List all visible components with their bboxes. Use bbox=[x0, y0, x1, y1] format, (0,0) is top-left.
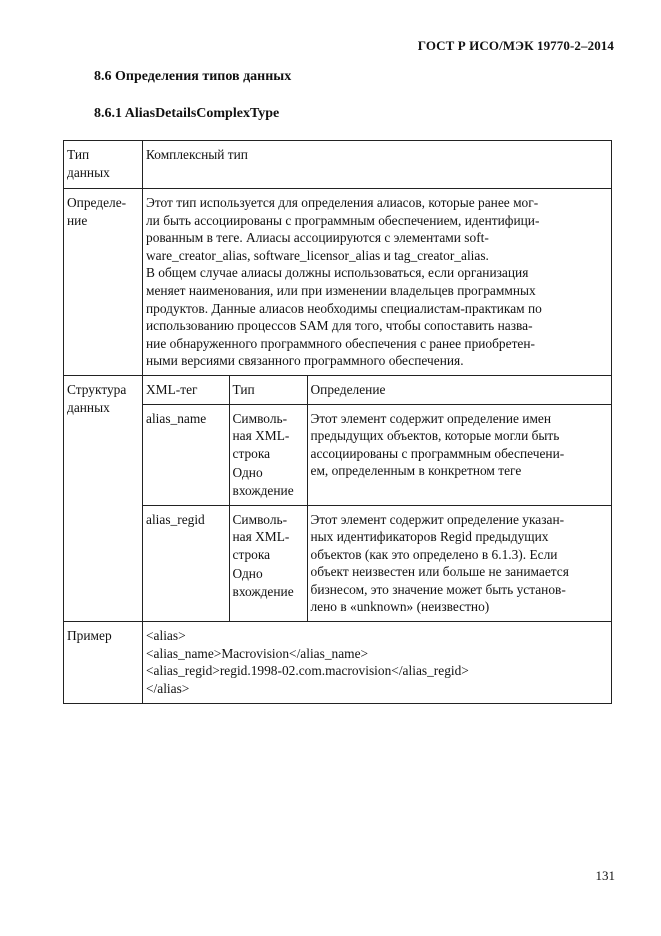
row-definition bbox=[64, 189, 612, 376]
structure-row-alias-regid bbox=[143, 505, 611, 621]
example-line: <alias_name>Macrovision</alias_name> bbox=[146, 645, 369, 661]
structure-header-row bbox=[143, 376, 611, 404]
label-data-type: Тип данных bbox=[64, 141, 143, 189]
type-definition-table bbox=[63, 140, 612, 704]
row-data-type bbox=[64, 141, 612, 189]
tag-name: alias_regid bbox=[143, 505, 229, 621]
example-line: <alias_regid>regid.1998-02.com.macrovision</alias_regid> bbox=[146, 663, 469, 679]
type-cell bbox=[229, 505, 307, 621]
definition-text: Этот тип используется для определения алиасов, которые ранее мог- ли быть ассоциированы с программным обеспечением, идентифици- рованным в теге. Алиасы ассоциируются с элементами soft- ware_creator_alias, software_licensor_alias и tag_creator_alias. В общем случае алиасы должны использоваться, если организация меняет наименования, или при изменении владельцев программных продуктов. Данные алиасов необходимы специалистам-практикам по использованию процессов SAM для того, чтобы сопоставить назва- ние обнаруженного программного обеспечения с ранее приобретен- ными версиями связанного программного обеспечения. bbox=[143, 189, 612, 376]
example-line: <alias> bbox=[146, 628, 186, 644]
structure-table bbox=[143, 376, 611, 621]
column-header-definition: Определение bbox=[307, 376, 611, 404]
example-code bbox=[143, 622, 612, 704]
occurrence-value: Одно вхождение bbox=[232, 566, 294, 599]
label-example: Пример bbox=[64, 622, 143, 704]
label-definition: Определе- ние bbox=[64, 189, 143, 376]
type-value: Символь- ная XML- строка bbox=[232, 410, 290, 461]
column-header-type: Тип bbox=[229, 376, 307, 404]
row-example bbox=[64, 622, 612, 704]
occurrence-value: Одно вхождение bbox=[232, 465, 294, 498]
subsection-heading: 8.6.1 AliasDetailsComplexType bbox=[94, 106, 280, 121]
structure-cell bbox=[143, 375, 612, 621]
row-data-structure bbox=[64, 375, 612, 621]
tag-name: alias_name bbox=[143, 404, 229, 505]
definition-cell: Этот элемент содержит определение указан- ных идентификаторов Regid предыдущих объектов (как это определено в 6.1.3). Если объект неизвестен или больше не занимается бизнесом, это значение может быть установ- лено в «unknown» (неизвестно) bbox=[307, 505, 611, 621]
example-line: </alias> bbox=[146, 680, 190, 696]
definition-cell: Этот элемент содержит определение имен предыдущих объектов, которые могли быть ассоциированы с программным обеспечени- ем, определенным в конкретном теге bbox=[307, 404, 611, 505]
section-heading: 8.6 Определения типов данных bbox=[94, 69, 292, 84]
value-data-type: Комплексный тип bbox=[143, 141, 612, 189]
page-number: 131 bbox=[595, 868, 615, 883]
type-value: Символь- ная XML- строка bbox=[232, 511, 290, 562]
type-cell bbox=[229, 404, 307, 505]
document-header: ГОСТ Р ИСО/МЭК 19770-2–2014 bbox=[417, 38, 614, 53]
column-header-xml-tag: XML-тег bbox=[143, 376, 229, 404]
structure-row-alias-name bbox=[143, 404, 611, 505]
label-data-structure: Структура данных bbox=[64, 375, 143, 621]
